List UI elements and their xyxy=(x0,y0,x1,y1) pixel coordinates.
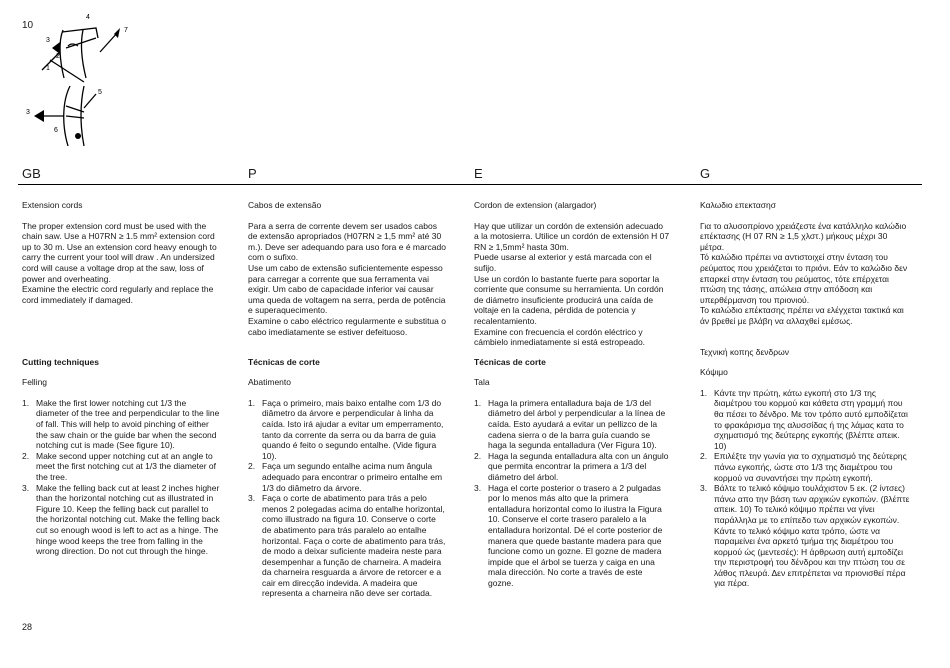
chain-saw-notch-figure xyxy=(38,12,148,84)
list-item: 2. Faça um segundo entalhe acima num ângula adequado para encontrar o primeiro entalhe em 1/3 do diâmetro da árvore. xyxy=(248,461,443,493)
lang-gb: GB xyxy=(22,166,41,181)
cutting-title: Cutting techniques xyxy=(22,356,99,367)
extension-body: Para a serra de corrente devem ser usados cabos de extensão apropriados (H07RN ≥ 1,5 mm² até 30 m.). Deve ser adequando para uso fora e é marcado com o sufixo. Use um cabo de extensão suficientemente espesso para carregar a corrente que sua ferramenta vai exigir. Um cabo de capacidade inferior vai causar uma queda de voltagem na serra, perda de potência e superaquecimento. Examine o cabo eléctrico regularmente e substitua o cabo imediatamente se estiver defeituoso. xyxy=(248,220,446,337)
list-item: 3. Make the felling back cut at least 2 inches higher than the horizontal notching cut as illustrated in Figure 10. Keep the felling back cut parallel to the horizontal notching cut. Make the felling back cut so enough wood is left to act as a hinge. The hinge wood keeps the tree from falling in the wrong direction. Do not cut through the hinge. xyxy=(22,482,220,557)
header-rule xyxy=(18,184,922,185)
column-g xyxy=(700,200,910,589)
felling-heading: Felling xyxy=(22,377,48,388)
list-item: 1. Κάντε την πρώτη, κάτω εγκοπή στο 1/3 της διαμέτρου του κορμού και κάθετα στη γραμμή που θα πέσει το δένδρο. Με τον τρόπο αυτό εμποδίζεται το φρακάρισμα της αλυσσίδας ή της λάμας κατα το σχηματισμό της δεύτερης εγκοπής (βλέπτε απεικ. 10) xyxy=(700,387,908,451)
extension-title: Extension cords xyxy=(22,200,83,210)
fig-label-4: 4 xyxy=(86,14,90,21)
list-item: 1. Haga la primera entalladura baja de 1/3 del diámetro del árbol y perpendicular a la línea de caída. Esto ayudará a evitar un pellizco de la cadena sierra o de la barra guía cuando se haga la segunda entalladura (Ver Figura 10). xyxy=(474,397,666,451)
extension-title: Cordon de extension (alargador) xyxy=(474,200,597,210)
steps-list xyxy=(700,388,910,589)
extension-body: Hay que utilizar un cordón de extensión adecuado a la motosierra. Utilice un cordón de extensión H 07 RN ≥ 1,5mm² hasta 30m. Puede usarse al exterior y está marcada con el sufijo. Use un cordón lo bastante fuerte para soportar la corriente que consume su herramienta. Un cordón de diámetro insuficiente producirá una caída de voltaje en la cadena, pérdida de potencia y recalentamiento. Examine con frecuencia el cordón eléctrico y cámbielo inmediatamente si está estropeado. xyxy=(474,220,670,348)
extension-body: Για το αλυσοπρίονο χρειάζεστε ένα κατάλληλο καλώδιο επέκτασης (H 07 RN ≥ 1,5 χλστ.) μήκους μέχρι 30 μέτρα. Τό καλώδιο πρέπει να αντιστοιχεί στην ένταση του ρεύματος που χρειάζεται το πριόνι. Εάν το καλώδιο δεν επαρκεί στην ένταση του ρεύματος, τότε επέρχεται πτώση της τάσης, απώλεια στην απόδοση και υπερθέρμανση του πριονιού. Το καλώδιο επέκτασης πρέπει να ελέγχεται τακτικά και άν βρεθεί με βλάβη να αλλαχθεί εμέσως. xyxy=(700,220,908,326)
extension-body: The proper extension cord must be used with the chain saw. Use a H07RN ≥ 1.5 mm² extension cord up to 30 m. Use an extension cord heavy enough to carry the current your tool will draw . An undersized cord will cause a voltage drop at the saw, loss of power and overheating. Examine the electric cord regularly and replace the cord immediately if damaged. xyxy=(22,220,217,305)
felling-hinge-figure xyxy=(22,82,122,154)
column-p xyxy=(248,200,446,599)
list-item: 2. Make second upper notching cut at an angle to meet the first notching cut at 1/3 the diameter of the tree. xyxy=(22,450,217,482)
lang-e: E xyxy=(474,166,483,181)
fig-label-6: 6 xyxy=(54,127,58,134)
felling-heading: Tala xyxy=(474,377,490,388)
column-e xyxy=(474,200,670,588)
felling-heading: Abatimento xyxy=(248,377,291,388)
lang-p: P xyxy=(248,166,257,181)
fig-label-7: 7 xyxy=(124,27,128,34)
extension-title: Cabos de extensão xyxy=(248,200,322,210)
extension-title: Καλωδιο επεκτασησ xyxy=(700,200,777,210)
column-gb xyxy=(22,200,220,557)
page-number: 28 xyxy=(22,622,33,632)
cutting-title: Técnicas de corte xyxy=(248,356,320,367)
list-item: 2. Επιλέξτε την γωνία για το σχηματισμό της δεύτερης πάνω εγκοπής, ώστε στο 1/3 της διαμέτρου του κορμού να συναντήσει την πρώτη εγκοπή. xyxy=(700,451,907,483)
list-item: 3. Haga el corte posterior o trasero a 2 pulgadas por lo menos más alto que la primera entalladura horizontal como lo ilustra la Figura 10. Conserve el corte trasero paralelo a la entalladura horizontal. Dé el corte posterior de manera que quede bastante madera para que funcione como un gozne. El gozne de madera impide que el árbol se tuerza y caiga en una mala dirección. No corte a través de este gozne. xyxy=(474,482,663,588)
fig-label-5: 5 xyxy=(98,89,102,96)
figure-number: 10 xyxy=(22,20,34,31)
fig-label-3: 3 xyxy=(46,37,50,44)
lang-g: G xyxy=(700,166,711,181)
fig-label-1: 1 xyxy=(46,65,50,72)
cutting-title: Τεχνική κοπης δενδρων xyxy=(700,346,790,357)
cutting-title: Técnicas de corte xyxy=(474,356,546,367)
list-item: 3. Faça o corte de abatimento para trás a pelo menos 2 polegadas acima do entalhe horizontal, como illustrado na figura 10. Conserve o corte de abatimento para trás paralelo ao entalhe horizontal. Faça o corte de abatimento para trás, de modo a deixar suficiente madeira neste para desempenhar a função de charneira. A madeira da charneira resguarda a árvore de retorcer e a cair em direcção indevida. A madeira que representa a charneira não deve ser cortada. xyxy=(248,493,446,599)
list-item: 1. Make the first lower notching cut 1/3 the diameter of the tree and perpendicular to the line of fall. This will help to avoid pinching of either the saw chain or the guide bar when the second notching cut is made (See figure 10). xyxy=(22,397,220,451)
list-item: 3. Βάλτε το τελικό κόψιμο τουλάχιστον 5 εκ. (2 ίντσες) πάνω απο την βάση των αρχικών εγκοπών. (βλέπτε απεικ. 10) Το τελικό κόψιμο πρέπει να γίνει παράλληλα με το επίπεδο των αρχικών εγκοπών. Κάντε το τελικό κόψιμο κατα τρόπο, ώστε να παραμείνει ένα αρκετό τμήμα της διαμέτρου του κορμού ώς (μεντεσές): Η άρθρωση αυτή εμποδίζει την περιστροφή του δένδρου και την πτώση του σε λάθος πλευρά. Δεν επιτρέπεται να πριονισθεί πέρα για πέρα. xyxy=(700,483,910,589)
steps-list xyxy=(248,398,446,599)
steps-list xyxy=(22,398,220,557)
felling-heading: Κόψιμο xyxy=(700,367,728,378)
list-item: 1. Faça o primeiro, mais baixo entalhe com 1/3 do diâmetro da árvore e perpendicular à linha da caída. Isto irá ajudar a evitar um emperramento, tanto da corrente da serra ou da barra de guia quando é feito o segundo entalhe. (Vide figura 10). xyxy=(248,397,444,461)
steps-list xyxy=(474,398,670,589)
fig-label-2: 2 xyxy=(56,53,60,60)
fig-label-3b: 3 xyxy=(26,109,30,116)
list-item: 2. Haga la segunda entalladura alta con un ángulo que permita encontrar la primera a 1/3 del diámetro del árbol. xyxy=(474,450,669,482)
